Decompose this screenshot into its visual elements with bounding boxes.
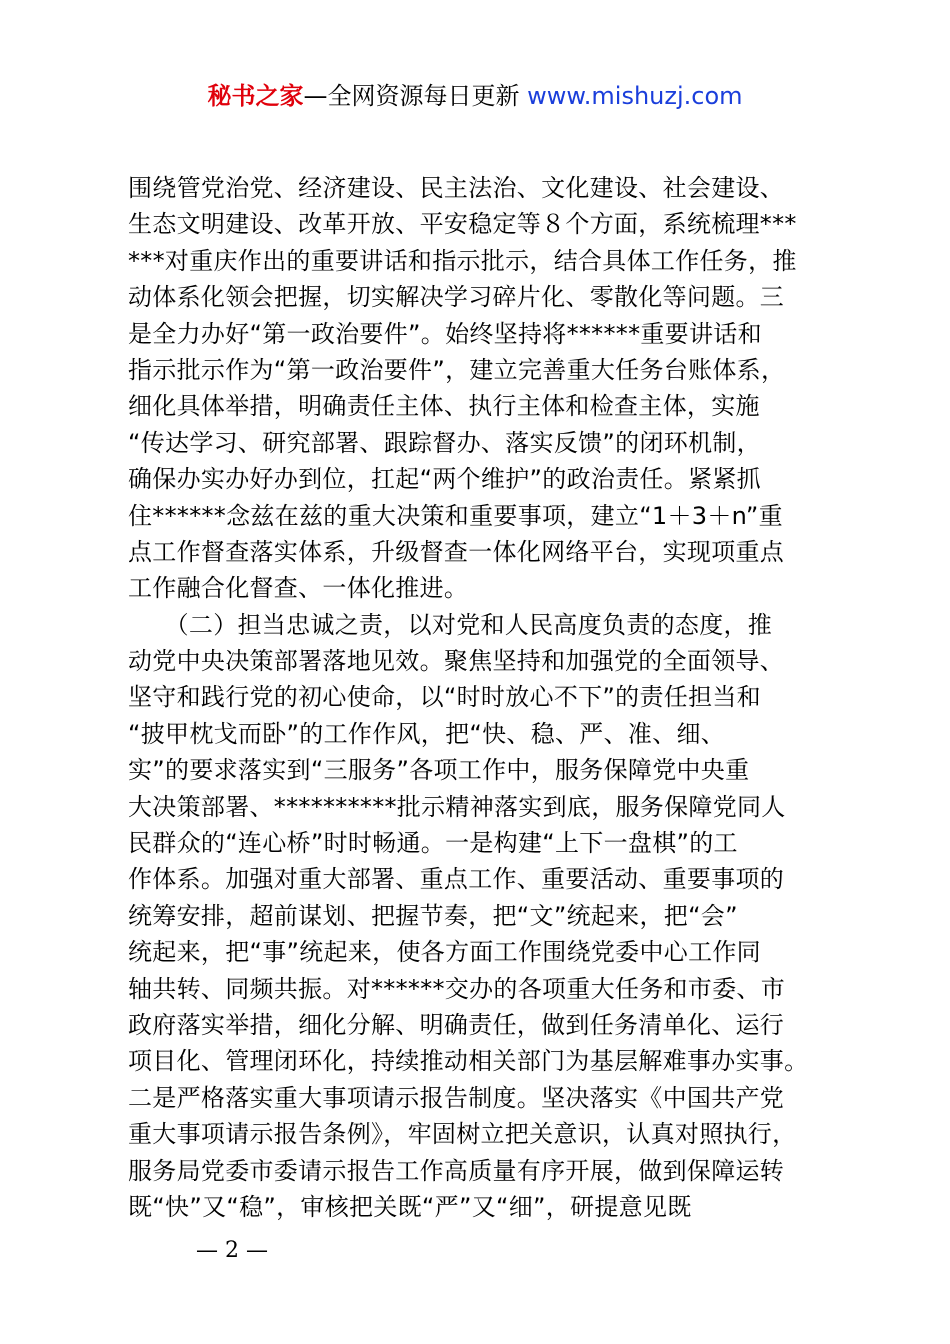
body-line: “披甲枕戈而卧”的工作作风，把“快、稳、严、准、细、	[128, 719, 726, 748]
body-line: 围绕管党治党、经济建设、民主法治、文化建设、社会建设、	[128, 174, 785, 202]
body-line: 实”的要求落实到“三服务”各项工作中，服务保障党中央重	[128, 756, 750, 785]
body-line: 既“快”又“稳”，审核把关既“严”又“细”，研提意见既	[128, 1192, 692, 1221]
header-tagline: —全网资源每日更新	[303, 82, 520, 110]
body-line: 大决策部署、**********批示精神落实到底，服务保障党同人	[128, 792, 786, 821]
body-line: ***对重庆作出的重要讲话和指示批示，结合具体工作任务，推	[128, 246, 797, 275]
body-line: 重大事项请示报告条例》，牢固树立把关意识，认真对照执行，	[128, 1120, 797, 1149]
body-line: 民群众的“连心桥”时时畅通。一是构建“上下一盘棋”的工	[128, 829, 738, 858]
body-line: 统起来，把“事”统起来，使各方面工作围绕党委中心工作同	[128, 938, 761, 967]
body-line: 确保办实办好办到位，扛起“两个维护”的政治责任。紧紧抓	[128, 465, 761, 494]
body-line: 项目化、管理闭环化，持续推动相关部门为基层解难事办实事。	[128, 1047, 809, 1076]
site-header	[0, 78, 950, 114]
body-line: 动党中央决策部署落地见效。聚焦坚持和加强党的全面领导、	[128, 647, 785, 676]
body-line: 作体系。加强对重大部署、重点工作、重要活动、重要事项的	[128, 865, 785, 894]
body-line: 指示批示作为“第一政治要件”，建立完善重大任务台账体系，	[128, 355, 786, 384]
body-line: 工作融合化督查、一体化推进。	[128, 574, 469, 603]
body-line: （二）担当忠诚之责，以对党和人民高度负责的态度，推	[128, 610, 773, 639]
page-number: — 2 —	[196, 1238, 268, 1263]
body-line: 统筹安排，超前谋划、把握节奏，把“文”统起来，把“会”	[128, 901, 738, 930]
body-line: 二是严格落实重大事项请示报告制度。坚决落实《中国共产党	[128, 1083, 785, 1112]
brand-name: 秘书之家	[207, 82, 304, 110]
document-body	[128, 170, 860, 1225]
body-line: 细化具体举措，明确责任主体、执行主体和检查主体，实施	[128, 392, 760, 421]
body-line: 政府落实举措，细化分解、明确责任，做到任务清单化、运行	[128, 1010, 785, 1039]
body-line: 动体系化领会把握，切实解决学习碎片化、零散化等问题。三	[128, 283, 785, 312]
body-line: 点工作督查落实体系，升级督查一体化网络平台，实现项重点	[128, 537, 785, 566]
body-line: 是全力办好“第一政治要件”。始终坚持将******重要讲话和	[128, 319, 762, 348]
site-url-link[interactable]: www.mishuzj.com	[527, 82, 743, 110]
body-line: “传达学习、研究部署、跟踪督办、落实反馈”的闭环机制，	[128, 428, 761, 457]
body-line: 坚守和践行党的初心使命，以“时时放心不下”的责任担当和	[128, 683, 761, 712]
body-line: 轴共转、同频共振。对******交办的各项重大任务和市委、市	[128, 974, 785, 1003]
body-line: 住******念兹在兹的重大决策和重要事项，建立“1＋3＋n”重	[128, 501, 783, 530]
body-line: 服务局党委市委请示报告工作高质量有序开展，做到保障运转	[128, 1156, 785, 1185]
body-line: 生态文明建设、改革开放、平安稳定等８个方面，系统梳理***	[128, 210, 797, 239]
